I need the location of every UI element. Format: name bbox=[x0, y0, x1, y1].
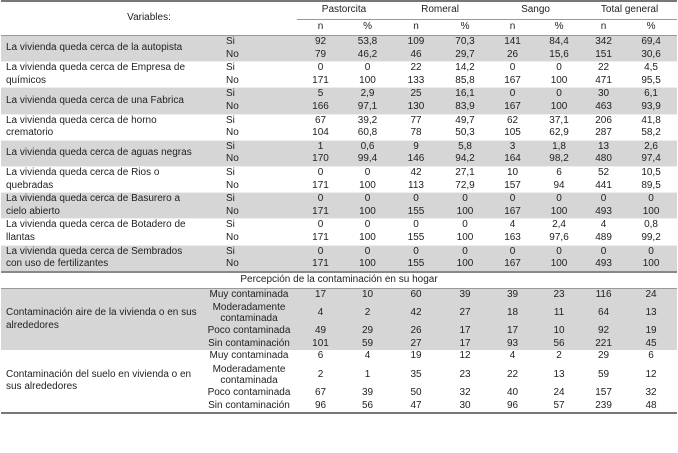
value-cell: 92 bbox=[297, 36, 344, 49]
category-label: Sin contaminación bbox=[208, 399, 290, 411]
answer-label: Si bbox=[201, 88, 297, 101]
answer-label: Si bbox=[201, 219, 297, 232]
value-cell: 45 bbox=[625, 338, 677, 351]
value-cell: 0,6 bbox=[344, 140, 391, 153]
value-cell: 146 bbox=[391, 153, 441, 166]
value-cell: 67 bbox=[297, 114, 344, 127]
value-cell: 6 bbox=[536, 166, 582, 179]
table-row bbox=[1, 88, 677, 101]
answer-label: No bbox=[226, 231, 239, 243]
value-cell: 130 bbox=[391, 101, 441, 114]
value-cell: 155 bbox=[407, 231, 425, 243]
value-cell: 39 bbox=[361, 387, 374, 399]
value-cell: 100 bbox=[359, 231, 376, 243]
value-cell: 39 bbox=[441, 288, 489, 301]
value-cell: 157 bbox=[595, 387, 612, 399]
value-cell: 30 bbox=[582, 88, 625, 101]
value-cell: 0 bbox=[344, 62, 391, 75]
value-cell: 39 bbox=[489, 288, 536, 301]
variable-label: Contaminación aire de la vivienda o en sus alrededores bbox=[1, 288, 201, 350]
table-row bbox=[1, 245, 677, 258]
value-cell: 471 bbox=[595, 74, 612, 86]
value-cell: 25 bbox=[391, 88, 441, 101]
value-cell: 42 bbox=[391, 301, 441, 325]
percent-column-header: % bbox=[344, 20, 391, 36]
value-cell: 85,8 bbox=[455, 74, 475, 86]
answer-label: No bbox=[201, 206, 297, 219]
value-cell: 77 bbox=[391, 114, 441, 127]
variable-label: La vivienda queda cerca de Sembrados con uso de fertilizantes bbox=[1, 245, 201, 272]
value-cell: 11 bbox=[536, 301, 582, 325]
value-cell: 16,1 bbox=[441, 88, 489, 101]
value-cell: 39,2 bbox=[344, 114, 391, 127]
value-cell: 3 bbox=[489, 140, 536, 153]
value-cell: 13 bbox=[625, 301, 677, 325]
value-cell: 58,2 bbox=[641, 127, 661, 139]
value-cell: 171 bbox=[312, 179, 329, 191]
value-cell: 489 bbox=[595, 231, 612, 243]
value-cell: 62,9 bbox=[549, 127, 569, 139]
value-cell: 0 bbox=[625, 245, 677, 258]
value-cell: 480 bbox=[582, 153, 625, 166]
value-cell: 27 bbox=[391, 338, 441, 351]
table-row bbox=[1, 36, 677, 49]
value-cell: 23 bbox=[536, 288, 582, 301]
value-cell: 441 bbox=[595, 179, 612, 191]
variable-label: La vivienda queda cerca de la autopista bbox=[1, 36, 201, 62]
value-cell: 12 bbox=[459, 350, 471, 362]
table-row bbox=[1, 140, 677, 153]
variable-label: La vivienda queda cerca de aguas negras bbox=[1, 140, 201, 166]
value-cell: 171 bbox=[297, 206, 344, 219]
answer-label: Si bbox=[201, 36, 297, 49]
category-label: Sin contaminación bbox=[201, 338, 297, 351]
answer-label: No bbox=[226, 179, 239, 191]
value-cell: 113 bbox=[408, 179, 424, 191]
value-cell: 4 bbox=[364, 350, 371, 362]
value-cell: 5,8 bbox=[441, 140, 489, 153]
value-cell: 100 bbox=[344, 258, 391, 272]
value-cell: 171 bbox=[312, 231, 329, 243]
value-cell: 100 bbox=[625, 258, 677, 272]
answer-label: No bbox=[201, 258, 297, 272]
value-cell: 89,5 bbox=[641, 179, 661, 191]
value-cell: 133 bbox=[407, 74, 425, 86]
value-cell: 13 bbox=[553, 368, 565, 380]
value-cell: 18 bbox=[489, 301, 536, 325]
value-cell: 70,3 bbox=[441, 36, 489, 49]
value-cell: 30,6 bbox=[625, 49, 677, 62]
category-label: Muy contaminada bbox=[201, 288, 297, 301]
value-cell: 493 bbox=[582, 258, 625, 272]
value-cell: 1 bbox=[364, 368, 371, 380]
value-cell: 56 bbox=[361, 399, 374, 411]
value-cell: 99,2 bbox=[641, 231, 661, 243]
group-header-total: Total general bbox=[582, 1, 677, 20]
value-cell: 0 bbox=[297, 62, 344, 75]
value-cell: 9 bbox=[391, 140, 441, 153]
value-cell: 2,6 bbox=[625, 140, 677, 153]
value-cell: 93,9 bbox=[625, 101, 677, 114]
value-cell: 0 bbox=[536, 193, 582, 206]
value-cell: 17 bbox=[297, 288, 344, 301]
value-cell: 97,6 bbox=[549, 231, 569, 243]
variable-label: La vivienda queda cerca de Rios o quebradas bbox=[1, 166, 201, 192]
value-cell: 100 bbox=[625, 206, 677, 219]
value-cell: 0 bbox=[582, 193, 625, 206]
answer-label: Si bbox=[201, 62, 297, 75]
table-row bbox=[1, 166, 677, 179]
value-cell: 49 bbox=[297, 325, 344, 338]
value-cell: 26 bbox=[489, 49, 536, 62]
category-label: Muy contaminada bbox=[209, 350, 289, 362]
value-cell: 60 bbox=[391, 288, 441, 301]
value-cell: 100 bbox=[441, 206, 489, 219]
value-cell: 94,2 bbox=[441, 153, 489, 166]
value-cell: 100 bbox=[536, 101, 582, 114]
n-column-header: n bbox=[582, 20, 625, 36]
percent-column-header: % bbox=[536, 20, 582, 36]
value-cell: 69,4 bbox=[625, 36, 677, 49]
value-cell: 13 bbox=[582, 140, 625, 153]
category-label: Poco contaminada bbox=[201, 325, 297, 338]
percent-column-header: % bbox=[441, 20, 489, 36]
percent-column-header: % bbox=[625, 20, 677, 36]
value-cell: 287 bbox=[595, 127, 612, 139]
answer-label: Si bbox=[201, 193, 297, 206]
value-cell: 50 bbox=[410, 387, 422, 399]
value-cell: 109 bbox=[391, 36, 441, 49]
value-cell: 0 bbox=[489, 62, 536, 75]
value-cell: 26 bbox=[391, 325, 441, 338]
value-cell: 15,6 bbox=[536, 49, 582, 62]
value-cell: 5 bbox=[297, 88, 344, 101]
answer-label: No bbox=[201, 49, 297, 62]
value-cell: 56 bbox=[536, 338, 582, 351]
value-cell: 0 bbox=[489, 193, 536, 206]
value-cell: 0 bbox=[391, 245, 441, 258]
category-label: Moderadamente contaminada bbox=[212, 363, 286, 387]
value-cell: 342 bbox=[582, 36, 625, 49]
value-cell: 52 bbox=[582, 166, 625, 179]
table-row bbox=[1, 62, 677, 75]
value-cell: 463 bbox=[582, 101, 625, 114]
section-title: Percepción de la contaminación en su hogar bbox=[1, 272, 677, 289]
value-cell: 151 bbox=[582, 49, 625, 62]
variable-label: La vivienda queda cerca de Basurero a cielo abierto bbox=[1, 193, 201, 219]
value-cell: 60,8 bbox=[357, 127, 378, 139]
value-cell: 53,8 bbox=[344, 36, 391, 49]
value-cell: 0 bbox=[489, 245, 536, 258]
value-cell: 2,9 bbox=[344, 88, 391, 101]
value-cell: 1,8 bbox=[536, 140, 582, 153]
value-cell: 167 bbox=[489, 101, 536, 114]
value-cell: 97,4 bbox=[625, 153, 677, 166]
value-cell: 30 bbox=[459, 399, 471, 411]
value-cell: 166 bbox=[297, 101, 344, 114]
value-cell: 96 bbox=[506, 399, 519, 411]
value-cell: 10 bbox=[536, 325, 582, 338]
variable-label: La vivienda queda cerca de Botadero de llantas bbox=[1, 219, 201, 245]
value-cell: 155 bbox=[391, 258, 441, 272]
value-cell: 0 bbox=[297, 245, 344, 258]
value-cell: 57 bbox=[553, 399, 565, 411]
category-label: Moderadamente contaminada bbox=[201, 301, 297, 325]
value-cell: 10 bbox=[489, 166, 536, 179]
value-cell: 32 bbox=[645, 387, 657, 399]
answer-label: No bbox=[201, 101, 297, 114]
answer-label: Si bbox=[201, 114, 297, 127]
value-cell: 0 bbox=[297, 193, 344, 206]
n-column-header: n bbox=[489, 20, 536, 36]
value-cell: 72,9 bbox=[455, 179, 475, 191]
table-row bbox=[1, 114, 677, 127]
answer-label: No bbox=[226, 74, 239, 86]
value-cell: 4 bbox=[509, 350, 516, 362]
value-cell: 10 bbox=[344, 288, 391, 301]
value-cell: 2 bbox=[344, 301, 391, 325]
value-cell: 42 bbox=[391, 166, 441, 179]
variable-label: La vivienda queda cerca de Empresa de químicos bbox=[1, 62, 201, 88]
value-cell: 0 bbox=[441, 219, 489, 232]
value-cell: 17 bbox=[441, 325, 489, 338]
value-cell: 4,5 bbox=[625, 62, 677, 75]
value-cell: 14,2 bbox=[441, 62, 489, 75]
value-cell: 19 bbox=[625, 325, 677, 338]
value-cell: 0 bbox=[536, 88, 582, 101]
value-cell: 64 bbox=[582, 301, 625, 325]
value-cell: 78 bbox=[410, 127, 422, 139]
category-label: Poco contaminada bbox=[207, 387, 291, 399]
value-cell: 84,4 bbox=[536, 36, 582, 49]
value-cell: 0,8 bbox=[625, 219, 677, 232]
value-cell: 46 bbox=[391, 49, 441, 62]
value-cell: 239 bbox=[595, 399, 612, 411]
value-cell: 93 bbox=[489, 338, 536, 351]
group-header-sango: Sango bbox=[489, 1, 582, 20]
value-cell: 6 bbox=[648, 350, 654, 362]
value-cell: 29 bbox=[597, 350, 610, 362]
n-column-header: n bbox=[297, 20, 344, 36]
answer-label: Si bbox=[201, 166, 297, 179]
value-cell: 100 bbox=[359, 74, 376, 86]
table-row bbox=[1, 193, 677, 206]
value-cell: 100 bbox=[536, 206, 582, 219]
value-cell: 0 bbox=[441, 193, 489, 206]
table-row bbox=[1, 350, 677, 363]
value-cell: 4 bbox=[582, 219, 625, 232]
value-cell: 171 bbox=[312, 74, 329, 86]
table-row bbox=[1, 219, 677, 232]
value-cell: 23 bbox=[459, 368, 471, 380]
value-cell: 22 bbox=[582, 62, 625, 75]
value-cell: 67 bbox=[314, 387, 327, 399]
variable-label: La vivienda queda cerca de horno crematorio bbox=[1, 114, 201, 140]
value-cell: 50,3 bbox=[455, 127, 475, 139]
value-cell: 40 bbox=[506, 387, 519, 399]
variable-label: Contaminación del suelo en vivienda o en sus alrededores bbox=[6, 368, 192, 393]
value-cell: 92 bbox=[582, 325, 625, 338]
value-cell: 0 bbox=[391, 193, 441, 206]
value-cell: 4 bbox=[489, 219, 536, 232]
value-cell: 10,5 bbox=[625, 166, 677, 179]
value-cell: 0 bbox=[489, 88, 536, 101]
answer-label: Si bbox=[201, 140, 297, 153]
value-cell: 97,1 bbox=[344, 101, 391, 114]
value-cell: 116 bbox=[582, 288, 625, 301]
value-cell: 17 bbox=[441, 338, 489, 351]
value-cell: 0 bbox=[582, 245, 625, 258]
value-cell: 6 bbox=[317, 350, 324, 362]
value-cell: 167 bbox=[504, 74, 521, 86]
value-cell: 100 bbox=[536, 258, 582, 272]
value-cell: 27 bbox=[441, 301, 489, 325]
value-cell: 104 bbox=[312, 127, 329, 139]
value-cell: 100 bbox=[456, 231, 474, 243]
value-cell: 22 bbox=[506, 368, 519, 380]
value-cell: 0 bbox=[297, 219, 344, 232]
value-cell: 163 bbox=[504, 231, 521, 243]
value-cell: 0 bbox=[441, 245, 489, 258]
value-cell: 32 bbox=[459, 387, 471, 399]
value-cell: 221 bbox=[582, 338, 625, 351]
group-header-pastorcita: Pastorcita bbox=[297, 1, 391, 20]
value-cell: 49,7 bbox=[441, 114, 489, 127]
value-cell: 105 bbox=[504, 127, 521, 139]
value-cell: 24 bbox=[553, 387, 565, 399]
value-cell: 41,8 bbox=[625, 114, 677, 127]
value-cell: 99,4 bbox=[344, 153, 391, 166]
value-cell: 157 bbox=[504, 179, 521, 191]
value-cell: 96 bbox=[314, 399, 327, 411]
group-header-romeral: Romeral bbox=[391, 1, 489, 20]
value-cell: 0 bbox=[391, 219, 441, 232]
answer-label: No bbox=[201, 153, 297, 166]
n-column-header: n bbox=[391, 20, 441, 36]
value-cell: 94 bbox=[553, 179, 565, 191]
value-cell: 170 bbox=[297, 153, 344, 166]
table-row bbox=[1, 288, 677, 301]
value-cell: 29,7 bbox=[441, 49, 489, 62]
value-cell: 0 bbox=[536, 245, 582, 258]
value-cell: 19 bbox=[410, 350, 422, 362]
value-cell: 100 bbox=[441, 258, 489, 272]
value-cell: 155 bbox=[391, 206, 441, 219]
value-cell: 12 bbox=[645, 368, 657, 380]
value-cell: 47 bbox=[410, 399, 422, 411]
value-cell: 0 bbox=[344, 193, 391, 206]
value-cell: 0 bbox=[297, 166, 344, 179]
value-cell: 22 bbox=[391, 62, 441, 75]
value-cell: 101 bbox=[297, 338, 344, 351]
value-cell: 0 bbox=[625, 193, 677, 206]
value-cell: 79 bbox=[297, 49, 344, 62]
value-cell: 167 bbox=[489, 206, 536, 219]
value-cell: 0 bbox=[344, 219, 391, 232]
value-cell: 48 bbox=[645, 399, 657, 411]
value-cell: 2 bbox=[317, 368, 324, 380]
answer-label: No bbox=[226, 127, 239, 139]
value-cell: 2,4 bbox=[536, 219, 582, 232]
variable-label: La vivienda queda cerca de una Fabrica bbox=[1, 88, 201, 114]
value-cell: 493 bbox=[582, 206, 625, 219]
value-cell: 83,9 bbox=[441, 101, 489, 114]
value-cell: 100 bbox=[359, 179, 376, 191]
value-cell: 59 bbox=[344, 338, 391, 351]
value-cell: 4 bbox=[297, 301, 344, 325]
value-cell: 27,1 bbox=[441, 166, 489, 179]
value-cell: 0 bbox=[536, 62, 582, 75]
value-cell: 1 bbox=[297, 140, 344, 153]
value-cell: 6,1 bbox=[625, 88, 677, 101]
value-cell: 206 bbox=[582, 114, 625, 127]
value-cell: 100 bbox=[550, 74, 568, 86]
value-cell: 0 bbox=[344, 245, 391, 258]
value-cell: 98,2 bbox=[536, 153, 582, 166]
value-cell: 62 bbox=[489, 114, 536, 127]
answer-label: Si bbox=[201, 245, 297, 258]
value-cell: 100 bbox=[344, 206, 391, 219]
value-cell: 17 bbox=[489, 325, 536, 338]
value-cell: 35 bbox=[410, 368, 422, 380]
value-cell: 29 bbox=[344, 325, 391, 338]
value-cell: 167 bbox=[489, 258, 536, 272]
value-cell: 164 bbox=[489, 153, 536, 166]
value-cell: 2 bbox=[556, 350, 562, 362]
value-cell: 46,2 bbox=[344, 49, 391, 62]
value-cell: 24 bbox=[625, 288, 677, 301]
value-cell: 171 bbox=[297, 258, 344, 272]
value-cell: 0 bbox=[344, 166, 391, 179]
value-cell: 37,1 bbox=[536, 114, 582, 127]
results-table bbox=[1, 0, 677, 414]
value-cell: 95,5 bbox=[641, 74, 661, 86]
value-cell: 141 bbox=[489, 36, 536, 49]
value-cell: 59 bbox=[597, 368, 610, 380]
variables-header: Variables: bbox=[1, 1, 297, 36]
